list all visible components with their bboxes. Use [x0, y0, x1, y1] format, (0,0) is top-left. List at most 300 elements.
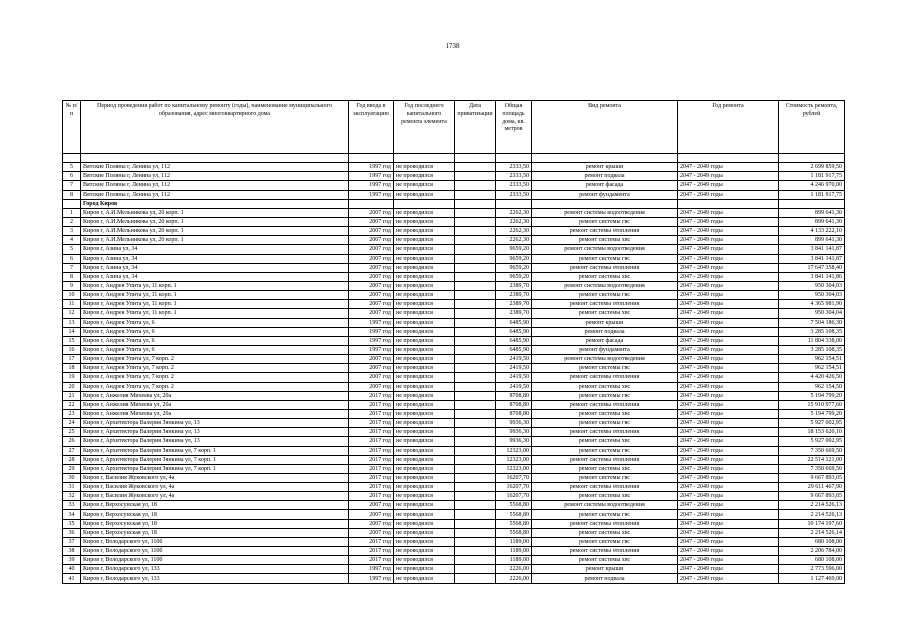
cell-last-repair: не проводился [394, 419, 455, 428]
cell-num: 10 [63, 291, 81, 300]
table-row [63, 574, 845, 583]
section-empty-cell [532, 199, 678, 208]
cell-address: Киров г, А.И.Мельникова ул, 20 корп. 1 [81, 227, 349, 236]
cell-num: 25 [63, 428, 81, 437]
cell-repair-type: ремонт системы отопления [532, 455, 678, 464]
cell-num: 14 [63, 327, 81, 336]
cell-last-repair: не проводился [394, 464, 455, 473]
cell-address: Киров г, Архитектора Валерия Зянкина ул, 13 [81, 419, 349, 428]
table-row [63, 455, 845, 464]
cell-privatization [455, 217, 496, 226]
cell-year-built: 2017 год [349, 437, 394, 446]
cell-repair-year: 2047 - 2049 годы [678, 409, 779, 418]
cell-repair-year: 2047 - 2049 годы [678, 519, 779, 528]
cell-privatization [455, 272, 496, 281]
cell-privatization [455, 483, 496, 492]
cell-privatization [455, 501, 496, 510]
table-row [63, 263, 845, 272]
cell-last-repair: не проводился [394, 300, 455, 309]
cell-repair-type: ремонт системы хвс [532, 437, 678, 446]
cell-address: Киров г, Архитектора Валерия Зянкина ул, 7 корп. 1 [81, 455, 349, 464]
cell-num: 7 [63, 181, 81, 190]
cell-last-repair: не проводился [394, 227, 455, 236]
cell-privatization [455, 227, 496, 236]
cell-last-repair: не проводился [394, 446, 455, 455]
cell-cost: 29 611 467,90 [779, 483, 845, 492]
cell-year-built: 1997 год [349, 327, 394, 336]
cell-last-repair: не проводился [394, 217, 455, 226]
cell-repair-year: 2047 - 2049 годы [678, 528, 779, 537]
cell-repair-year: 2047 - 2049 годы [678, 437, 779, 446]
cell-year-built: 2007 год [349, 382, 394, 391]
cell-last-repair: не проводился [394, 492, 455, 501]
cell-year-built: 2007 год [349, 245, 394, 254]
cell-cost: 2 699 859,50 [779, 163, 845, 172]
cell-cost: 680 108,00 [779, 556, 845, 565]
cell-privatization [455, 291, 496, 300]
cell-num: 13 [63, 318, 81, 327]
cell-repair-year: 2047 - 2049 годы [678, 263, 779, 272]
table-row [63, 227, 845, 236]
cell-year-built: 2007 год [349, 309, 394, 318]
cell-cost: 4 133 222,10 [779, 227, 845, 236]
table-row [63, 163, 845, 172]
cell-repair-type: ремонт системы хвс [532, 409, 678, 418]
cell-privatization [455, 519, 496, 528]
cell-last-repair: не проводился [394, 528, 455, 537]
cell-year-built: 2007 год [349, 291, 394, 300]
cell-year-built: 2017 год [349, 455, 394, 464]
cell-year-built: 2007 год [349, 510, 394, 519]
cell-cost: 899 641,30 [779, 208, 845, 217]
cell-privatization [455, 409, 496, 418]
cell-year-built: 2007 год [349, 528, 394, 537]
cell-repair-year: 2047 - 2049 годы [678, 300, 779, 309]
cell-address: Киров г, Андрея Упита ул, 6 [81, 318, 349, 327]
cell-year-built: 2017 год [349, 409, 394, 418]
spacer-row [63, 154, 845, 163]
cell-repair-type: ремонт системы отопления [532, 263, 678, 272]
cell-last-repair: не проводился [394, 190, 455, 199]
table-row [63, 483, 845, 492]
cell-year-built: 1997 год [349, 345, 394, 354]
cell-cost: 1 181 917,75 [779, 190, 845, 199]
cell-cost: 962 154,51 [779, 355, 845, 364]
cell-privatization [455, 327, 496, 336]
cell-num: 21 [63, 391, 81, 400]
section-empty-cell [779, 199, 845, 208]
cell-num: 20 [63, 382, 81, 391]
cell-cost: 950 304,03 [779, 281, 845, 290]
header-repair-type: Вид ремонта [532, 101, 678, 154]
cell-last-repair: не проводился [394, 172, 455, 181]
cell-last-repair: не проводился [394, 400, 455, 409]
cell-repair-type: ремонт подвала [532, 574, 678, 583]
cell-year-built: 1997 год [349, 574, 394, 583]
cell-repair-type: ремонт крыши [532, 565, 678, 574]
cell-repair-year: 2047 - 2049 годы [678, 345, 779, 354]
table-row [63, 464, 845, 473]
cell-privatization [455, 172, 496, 181]
cell-year-built: 2017 год [349, 483, 394, 492]
cell-address: Киров г, Володарского ул, 133 [81, 574, 349, 583]
cell-year-built: 2017 год [349, 464, 394, 473]
cell-cost: 2 214 526,13 [779, 501, 845, 510]
cell-last-repair: не проводился [394, 565, 455, 574]
cell-num: 41 [63, 574, 81, 583]
cell-address: Киров г, А.И.Мельникова ул, 20 корп. 1 [81, 208, 349, 217]
cell-cost: 4 365 981,90 [779, 300, 845, 309]
cell-cost: 899 641,30 [779, 217, 845, 226]
cell-year-built: 2017 год [349, 419, 394, 428]
cell-num: 17 [63, 355, 81, 364]
cell-area: 2226,00 [496, 565, 532, 574]
cell-num: 26 [63, 437, 81, 446]
cell-last-repair: не проводился [394, 455, 455, 464]
cell-privatization [455, 382, 496, 391]
table-row [63, 327, 845, 336]
cell-area: 12323,00 [496, 446, 532, 455]
cell-repair-year: 2047 - 2049 годы [678, 391, 779, 400]
table-row [63, 245, 845, 254]
cell-last-repair: не проводился [394, 291, 455, 300]
cell-area: 2389,70 [496, 291, 532, 300]
cell-address: Киров г, Архитектора Валерия Зянкина ул, 7 корп. 1 [81, 446, 349, 455]
cell-num: 2 [63, 217, 81, 226]
cell-num: 3 [63, 227, 81, 236]
cell-num: 36 [63, 528, 81, 537]
cell-year-built: 2007 год [349, 300, 394, 309]
table-row [63, 391, 845, 400]
cell-last-repair: не проводился [394, 355, 455, 364]
cell-year-built: 1997 год [349, 336, 394, 345]
cell-cost: 15 910 977,60 [779, 400, 845, 409]
cell-area: 2389,70 [496, 281, 532, 290]
cell-area: 2262,30 [496, 227, 532, 236]
cell-num: 16 [63, 345, 81, 354]
cell-address: Киров г, Архитектора Валерия Зянкина ул, 13 [81, 437, 349, 446]
cell-repair-year: 2047 - 2049 годы [678, 217, 779, 226]
cell-cost: 950 304,04 [779, 309, 845, 318]
cell-last-repair: не проводился [394, 254, 455, 263]
cell-repair-type: ремонт системы хвс [532, 492, 678, 501]
table-row [63, 355, 845, 364]
page-number: 1738 [445, 42, 460, 50]
cell-num: 31 [63, 483, 81, 492]
cell-privatization [455, 446, 496, 455]
cell-cost: 680 108,00 [779, 537, 845, 546]
cell-privatization [455, 455, 496, 464]
cell-area: 1189,00 [496, 547, 532, 556]
cell-address: Киров г, Василия Жуковского ул, 4а [81, 473, 349, 482]
cell-year-built: 1997 год [349, 190, 394, 199]
cell-last-repair: не проводился [394, 345, 455, 354]
cell-cost: 22 514 121,00 [779, 455, 845, 464]
cell-privatization [455, 254, 496, 263]
cell-last-repair: не проводился [394, 510, 455, 519]
cell-address: Киров г, Андрея Упита ул, 11 корп. 1 [81, 291, 349, 300]
cell-num: 35 [63, 519, 81, 528]
cell-repair-type: ремонт системы отопления [532, 400, 678, 409]
cell-repair-type: ремонт фасада [532, 336, 678, 345]
cell-repair-year: 2047 - 2049 годы [678, 419, 779, 428]
header-area: Общая площадь дома, кв. метров [496, 101, 532, 154]
cell-num: 32 [63, 492, 81, 501]
cell-repair-year: 2047 - 2049 годы [678, 556, 779, 565]
cell-cost: 3 285 108,35 [779, 345, 845, 354]
cell-num: 5 [63, 245, 81, 254]
cell-area: 8708,80 [496, 400, 532, 409]
cell-privatization [455, 400, 496, 409]
cell-cost: 962 154,51 [779, 364, 845, 373]
cell-area: 8708,80 [496, 391, 532, 400]
cell-repair-year: 2047 - 2049 годы [678, 547, 779, 556]
table-row [63, 272, 845, 281]
cell-address: Вятские Поляны г, Ленина ул, 112 [81, 190, 349, 199]
cell-repair-type: ремонт системы гвс [532, 291, 678, 300]
cell-cost: 9 667 893,05 [779, 473, 845, 482]
cell-last-repair: не проводился [394, 245, 455, 254]
cell-repair-type: ремонт системы гвс [532, 217, 678, 226]
cell-address: Киров г, Андрея Упита ул, 7 корп. 2 [81, 382, 349, 391]
cell-area: 9659,20 [496, 245, 532, 254]
repair-schedule-table [62, 100, 845, 584]
cell-cost: 2 214 526,14 [779, 528, 845, 537]
cell-year-built: 2017 год [349, 556, 394, 565]
cell-area: 2262,30 [496, 208, 532, 217]
cell-address: Киров г, Андрея Упита ул, 11 корп. 1 [81, 309, 349, 318]
cell-cost: 3 841 141,86 [779, 272, 845, 281]
cell-cost: 2 206 784,00 [779, 547, 845, 556]
cell-repair-type: ремонт крыши [532, 318, 678, 327]
cell-num: 11 [63, 300, 81, 309]
cell-address: Киров г, Азина ул, 34 [81, 263, 349, 272]
header-period: Период проведения работ по капитальному ремонту (годы), наименование муниципального образования, адрес многоквартирного дома [81, 101, 349, 154]
cell-num: 9 [63, 281, 81, 290]
cell-area: 2262,30 [496, 236, 532, 245]
cell-year-built: 2007 год [349, 373, 394, 382]
cell-last-repair: не проводился [394, 574, 455, 583]
cell-privatization [455, 318, 496, 327]
table-row [63, 437, 845, 446]
table-row [63, 528, 845, 537]
table-row [63, 217, 845, 226]
cell-privatization [455, 547, 496, 556]
cell-year-built: 2007 год [349, 501, 394, 510]
cell-area: 9659,20 [496, 254, 532, 263]
cell-num: 27 [63, 446, 81, 455]
table-row [63, 181, 845, 190]
cell-address: Киров г, Андрея Упита ул, 11 корп. 1 [81, 281, 349, 290]
table-row [63, 547, 845, 556]
cell-last-repair: не проводился [394, 537, 455, 546]
cell-num: 15 [63, 336, 81, 345]
table-row [63, 565, 845, 574]
cell-address: Вятские Поляны г, Ленина ул, 112 [81, 172, 349, 181]
section-empty-cell [455, 199, 496, 208]
cell-num: 37 [63, 537, 81, 546]
cell-area: 9659,20 [496, 272, 532, 281]
cell-privatization [455, 309, 496, 318]
cell-year-built: 2017 год [349, 428, 394, 437]
table-row [63, 318, 845, 327]
cell-year-built: 2007 год [349, 364, 394, 373]
cell-repair-year: 2047 - 2049 годы [678, 245, 779, 254]
cell-area: 2333,50 [496, 163, 532, 172]
cell-repair-type: ремонт крыши [532, 163, 678, 172]
cell-last-repair: не проводился [394, 272, 455, 281]
cell-year-built: 1997 год [349, 181, 394, 190]
cell-privatization [455, 391, 496, 400]
cell-last-repair: не проводился [394, 473, 455, 482]
cell-area: 2419,50 [496, 364, 532, 373]
cell-repair-type: ремонт системы хвс [532, 272, 678, 281]
cell-area: 2226,00 [496, 574, 532, 583]
cell-cost: 5 194 799,20 [779, 391, 845, 400]
header-num: № п/п [63, 101, 81, 154]
cell-repair-type: ремонт фундамента [532, 190, 678, 199]
cell-address: Киров г, Верхосунская ул, 18 [81, 528, 349, 537]
cell-repair-year: 2047 - 2049 годы [678, 428, 779, 437]
cell-cost: 11 804 338,00 [779, 336, 845, 345]
cell-area: 6485,90 [496, 327, 532, 336]
cell-area: 12323,00 [496, 455, 532, 464]
cell-repair-year: 2047 - 2049 годы [678, 236, 779, 245]
cell-cost: 17 647 358,40 [779, 263, 845, 272]
cell-area: 2333,50 [496, 172, 532, 181]
cell-year-built: 2017 год [349, 473, 394, 482]
cell-year-built: 2017 год [349, 446, 394, 455]
cell-num: 18 [63, 364, 81, 373]
header-last-repair: Год последнего капитального ремонта элемента [394, 101, 455, 154]
table-row [63, 373, 845, 382]
cell-num: 4 [63, 236, 81, 245]
cell-repair-type: ремонт подвала [532, 172, 678, 181]
cell-repair-type: ремонт системы хвс [532, 382, 678, 391]
cell-area: 5568,80 [496, 528, 532, 537]
cell-address: Киров г, Архитектора Валерия Зянкина ул, 13 [81, 428, 349, 437]
cell-repair-year: 2047 - 2049 годы [678, 373, 779, 382]
cell-repair-year: 2047 - 2049 годы [678, 254, 779, 263]
cell-repair-year: 2047 - 2049 годы [678, 446, 779, 455]
table-row [63, 364, 845, 373]
cell-address: Киров г, Верхосунская ул, 18 [81, 510, 349, 519]
cell-repair-year: 2047 - 2049 годы [678, 281, 779, 290]
header-cost: Стоимость ремонта, рублей [779, 101, 845, 154]
cell-privatization [455, 556, 496, 565]
cell-area: 2419,50 [496, 355, 532, 364]
cell-privatization [455, 245, 496, 254]
cell-num: 8 [63, 272, 81, 281]
cell-last-repair: не проводился [394, 263, 455, 272]
cell-repair-year: 2047 - 2049 годы [678, 355, 779, 364]
cell-repair-year: 2047 - 2049 годы [678, 318, 779, 327]
cell-area: 9659,20 [496, 263, 532, 272]
cell-address: Киров г, Анжелия Михеева ул, 20а [81, 391, 349, 400]
cell-num: 24 [63, 419, 81, 428]
cell-repair-year: 2047 - 2049 годы [678, 309, 779, 318]
cell-cost: 3 841 141,87 [779, 254, 845, 263]
cell-area: 2419,50 [496, 382, 532, 391]
cell-num: 39 [63, 556, 81, 565]
cell-last-repair: не проводился [394, 327, 455, 336]
header-repair-year: Год ремонта [678, 101, 779, 154]
cell-address: Киров г, Володарского ул, 133 [81, 565, 349, 574]
cell-area: 2389,70 [496, 300, 532, 309]
section-title: Город Киров [81, 199, 349, 208]
cell-num: 34 [63, 510, 81, 519]
cell-year-built: 1997 год [349, 163, 394, 172]
cell-address: Киров г, Андрея Упита ул, 7 корп. 2 [81, 355, 349, 364]
cell-privatization [455, 345, 496, 354]
cell-repair-year: 2047 - 2049 годы [678, 501, 779, 510]
cell-area: 6485,90 [496, 318, 532, 327]
section-row [63, 199, 845, 208]
table-row [63, 409, 845, 418]
cell-num: 12 [63, 309, 81, 318]
cell-num: 23 [63, 409, 81, 418]
cell-repair-type: ремонт системы водоотведения [532, 245, 678, 254]
cell-cost: 7 504 186,30 [779, 318, 845, 327]
cell-repair-type: ремонт системы отопления [532, 428, 678, 437]
cell-num: 7 [63, 263, 81, 272]
cell-repair-year: 2047 - 2049 годы [678, 455, 779, 464]
table-row [63, 501, 845, 510]
cell-last-repair: не проводился [394, 208, 455, 217]
cell-repair-year: 2047 - 2049 годы [678, 464, 779, 473]
table-row [63, 300, 845, 309]
cell-last-repair: не проводился [394, 391, 455, 400]
cell-cost: 2 214 526,13 [779, 510, 845, 519]
cell-address: Киров г, Андрея Упита ул, 6 [81, 336, 349, 345]
cell-area: 5568,80 [496, 519, 532, 528]
cell-address: Киров г, Андрея Упита ул, 6 [81, 327, 349, 336]
cell-repair-year: 2047 - 2049 годы [678, 483, 779, 492]
table-row [63, 510, 845, 519]
cell-repair-year: 2047 - 2049 годы [678, 400, 779, 409]
cell-privatization [455, 537, 496, 546]
section-empty-cell [349, 199, 394, 208]
cell-privatization [455, 163, 496, 172]
cell-repair-type: ремонт системы водоотведения [532, 208, 678, 217]
cell-num: 6 [63, 254, 81, 263]
header-privatization: Дата приватизации [455, 101, 496, 154]
cell-year-built: 1997 год [349, 172, 394, 181]
cell-privatization [455, 492, 496, 501]
cell-num: 29 [63, 464, 81, 473]
cell-area: 5568,80 [496, 510, 532, 519]
table-row [63, 291, 845, 300]
cell-repair-type: ремонт фасада [532, 181, 678, 190]
cell-repair-type: ремонт системы гвс [532, 391, 678, 400]
cell-repair-type: ремонт системы водоотведения [532, 281, 678, 290]
cell-cost: 899 641,30 [779, 236, 845, 245]
cell-cost: 4 246 970,00 [779, 181, 845, 190]
table-row [63, 309, 845, 318]
table-row [63, 419, 845, 428]
cell-area: 6485,90 [496, 345, 532, 354]
cell-area: 12323,00 [496, 464, 532, 473]
cell-cost: 5 927 002,95 [779, 419, 845, 428]
cell-year-built: 2007 год [349, 281, 394, 290]
cell-repair-type: ремонт системы хвс [532, 309, 678, 318]
cell-area: 9936,30 [496, 428, 532, 437]
cell-repair-type: ремонт системы водоотведения [532, 355, 678, 364]
cell-privatization [455, 437, 496, 446]
cell-year-built: 2007 год [349, 208, 394, 217]
cell-num: 22 [63, 400, 81, 409]
cell-cost: 18 153 620,10 [779, 428, 845, 437]
